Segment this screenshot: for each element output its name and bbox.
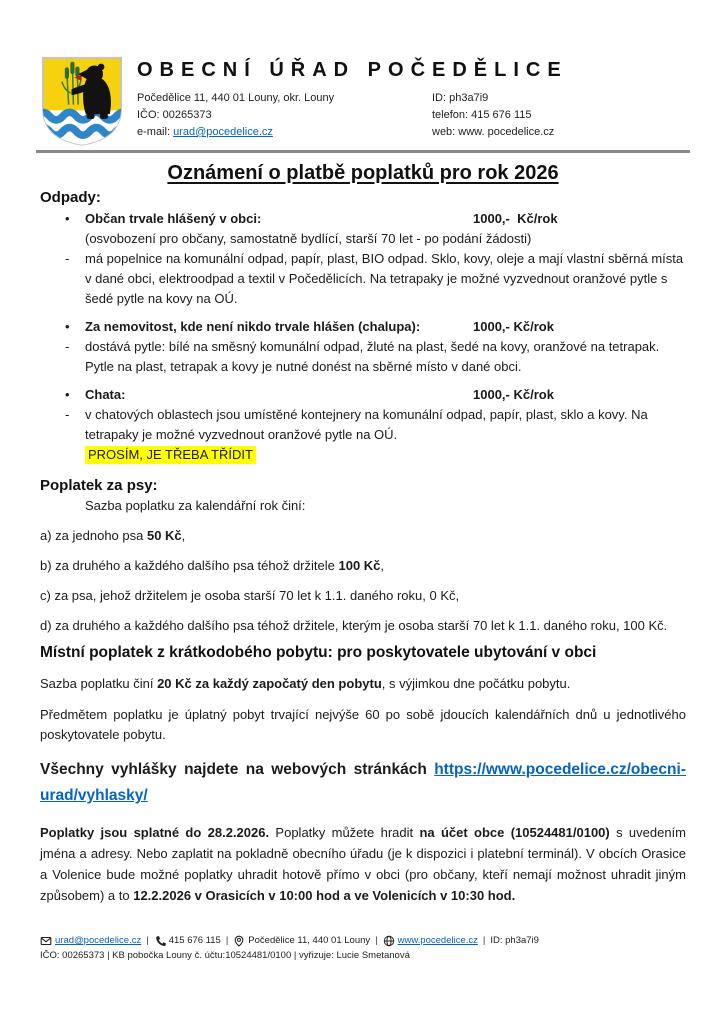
footer-separator: |	[482, 935, 486, 946]
footer-separator: |	[146, 935, 149, 946]
spacer	[40, 377, 686, 385]
office-address: Počedělice 11, 440 01 Louny, okr. Louny	[137, 92, 335, 104]
page-footer	[40, 933, 700, 963]
office-id: ID: ph3a7i9	[432, 92, 489, 104]
fee-item-label: Chata:	[85, 387, 126, 402]
bullet-marker: •	[65, 319, 70, 334]
text-run: c) za psa, jehož držitelem je osoba starší 70 let k 1.1. daného roku, 0 Kč,	[40, 588, 460, 603]
letterhead	[40, 55, 686, 143]
stay-subject-paragraph: Předmětem poplatku je úplatný pobyt trvající nejvýše 60 po sobě jdoucích kalendářních dnů u jednotlivého poskytovatele pobytu.	[40, 707, 686, 742]
dash-marker: -	[65, 251, 70, 266]
fee-item-detail	[40, 249, 686, 309]
footer-address: Počedělice 11, 440 01 Louny	[248, 935, 371, 946]
note-text: (osvobození pro občany, samostatně bydlící, starší 70 let - po podání žádosti)	[85, 231, 532, 246]
office-phone: telefon: 415 676 115	[432, 109, 532, 121]
highlight-row	[40, 445, 686, 465]
text-run: 100 Kč	[338, 558, 381, 573]
payment-paragraph	[40, 822, 686, 906]
detail-text: v chatových oblastech jsou umístěné kontejnery na komunální odpad, papír, plast, sklo a kovy. Na tetrapaky je možné vyzvednout oranžové pytle na OÚ.	[85, 407, 648, 442]
footer-registry-line: IČO: 00265373 | KB pobočka Louny č. účtu:10524481/0100 | vyřizuje: Lucie Smetanová	[40, 950, 410, 961]
dogs-intro: Sazba poplatku za kalendářní rok činí:	[85, 498, 306, 513]
dog-fee-item-c	[40, 586, 686, 606]
fee-amount: 1000,- Kč/rok	[473, 211, 558, 226]
office-email-row	[137, 124, 432, 141]
bullet-marker: •	[65, 387, 70, 402]
dash-marker: -	[65, 407, 70, 422]
section-dogs-heading: Poplatek za psy:	[40, 477, 158, 494]
hyperlink[interactable]: https://www.pocedelice.cz/obecni-urad/vyhlasky/	[40, 761, 686, 804]
footer-separator: |	[225, 935, 229, 946]
office-web: web: www. pocedelice.cz	[432, 126, 555, 138]
text-run: a) za jednoho psa	[40, 528, 147, 543]
text-run: Všechny vyhlášky najdete na webových stránkách	[40, 761, 435, 778]
location-pin-icon	[233, 935, 245, 947]
document-title: Oznámení o platbě poplatků pro rok 2026	[167, 162, 559, 184]
stay-rate-paragraph	[40, 674, 686, 694]
detail-text: dostává pytle: bílé na směsný komunální odpad, žluté na plast, šedé na kovy, oranžové na tetrapak. Pytle na plast, tetrapak a kovy je nutné donést na sběrné místo v dané obci.	[85, 339, 660, 374]
fee-item-label: Občan trvale hlášený v obci:	[85, 211, 262, 226]
dash-marker: -	[65, 339, 70, 354]
footer-id: ID: ph3a7i9	[490, 935, 539, 946]
detail-text: má popelnice na komunální odpad, papír, plast, BIO odpad. Sklo, kovy, oleje a mají vlastní sběrná místa v dané obci, elektroodpad a textil v Počedělicích. Na tetrapaky je možné vyzvednout oranžové pytle s šedé pytle na kovy na OÚ.	[85, 251, 684, 306]
office-name: OBECNÍ ÚŘAD POČEDĚLICE	[137, 59, 568, 81]
coat-of-arms-icon	[40, 55, 124, 147]
text-run: , s výjimkou dne počátku pobytu.	[381, 676, 571, 691]
dog-fee-item-d	[40, 616, 686, 636]
coat-of-arms-logo	[40, 55, 124, 143]
fee-amount: 1000,- Kč/rok	[473, 387, 554, 402]
header-divider	[36, 150, 690, 153]
globe-icon	[383, 935, 395, 947]
fee-amount: 1000,- Kč/rok	[473, 319, 554, 334]
section-odpady-heading: Odpady:	[40, 189, 101, 206]
highlighted-note: PROSÍM, JE TŘEBA TŘÍDIT	[85, 446, 256, 464]
phone-icon	[154, 935, 166, 947]
footer-email-link[interactable]: urad@pocedelice.cz	[55, 935, 142, 946]
text-run: Poplatky můžete hradit	[269, 825, 420, 840]
email-link[interactable]: urad@pocedelice.cz	[173, 126, 273, 138]
footer-web-link[interactable]: www.pocedelice.cz	[397, 935, 478, 946]
text-run: 12.2.2026 v Orasicích v 10:00 hod a ve Volenicích v 10:30 hod.	[133, 888, 516, 903]
spacer	[40, 309, 686, 317]
mail-icon	[40, 935, 52, 947]
fee-item-note	[40, 229, 686, 249]
regulations-paragraph	[40, 757, 686, 809]
bullet-marker: •	[65, 211, 70, 226]
fee-item-detail	[40, 337, 686, 377]
text-run: 20 Kč za každý započatý den pobytu	[157, 676, 382, 691]
email-label: e-mail:	[137, 126, 174, 138]
text-run: 50 Kč	[146, 528, 182, 543]
fee-item-label: Za nemovitost, kde není nikdo trvale hlášen (chalupa):	[85, 319, 421, 334]
text-run: b) za druhého a každého dalšího psa téhož držitele	[40, 558, 339, 573]
fee-item-property	[40, 317, 686, 337]
text-run: s uvedením jména a adresy. Nebo zaplatit na pokladně obecního úřadu (je k dispozici i platební terminál). V obcích Orasice a Volenice bude možné poplatky uhradit hotově přímo v obci (pro občany, kteří nemají možnost uhradit jiným způsobem) a to	[40, 825, 686, 903]
footer-phone: 415 676 115	[168, 935, 221, 946]
dog-fee-item-a	[40, 526, 686, 546]
text-run: Sazba poplatku činí	[40, 676, 158, 691]
footer-separator: |	[375, 935, 378, 946]
section-stay-heading: Místní poplatek z krátkodobého pobytu: pro poskytovatele ubytování v obci	[40, 644, 597, 661]
office-ico: IČO: 00265373	[137, 109, 212, 121]
fee-item-citizen	[40, 209, 686, 229]
dog-fee-item-b	[40, 556, 686, 576]
footer-contact-line	[40, 933, 700, 948]
text-run: na účet obce (10524481/0100)	[419, 825, 610, 840]
fee-item-cottage	[40, 385, 686, 405]
fee-item-detail	[40, 405, 686, 445]
text-run: Poplatky jsou splatné do 28.2.2026.	[40, 825, 270, 840]
text-run: d) za druhého a každého dalšího psa téhož držitele, kterým je osoba starší 70 let k 1.1. daného roku, 100 Kč.	[40, 618, 668, 633]
odpady-list	[40, 209, 686, 465]
text-run: ,	[181, 528, 186, 543]
text-run: ,	[380, 558, 385, 573]
